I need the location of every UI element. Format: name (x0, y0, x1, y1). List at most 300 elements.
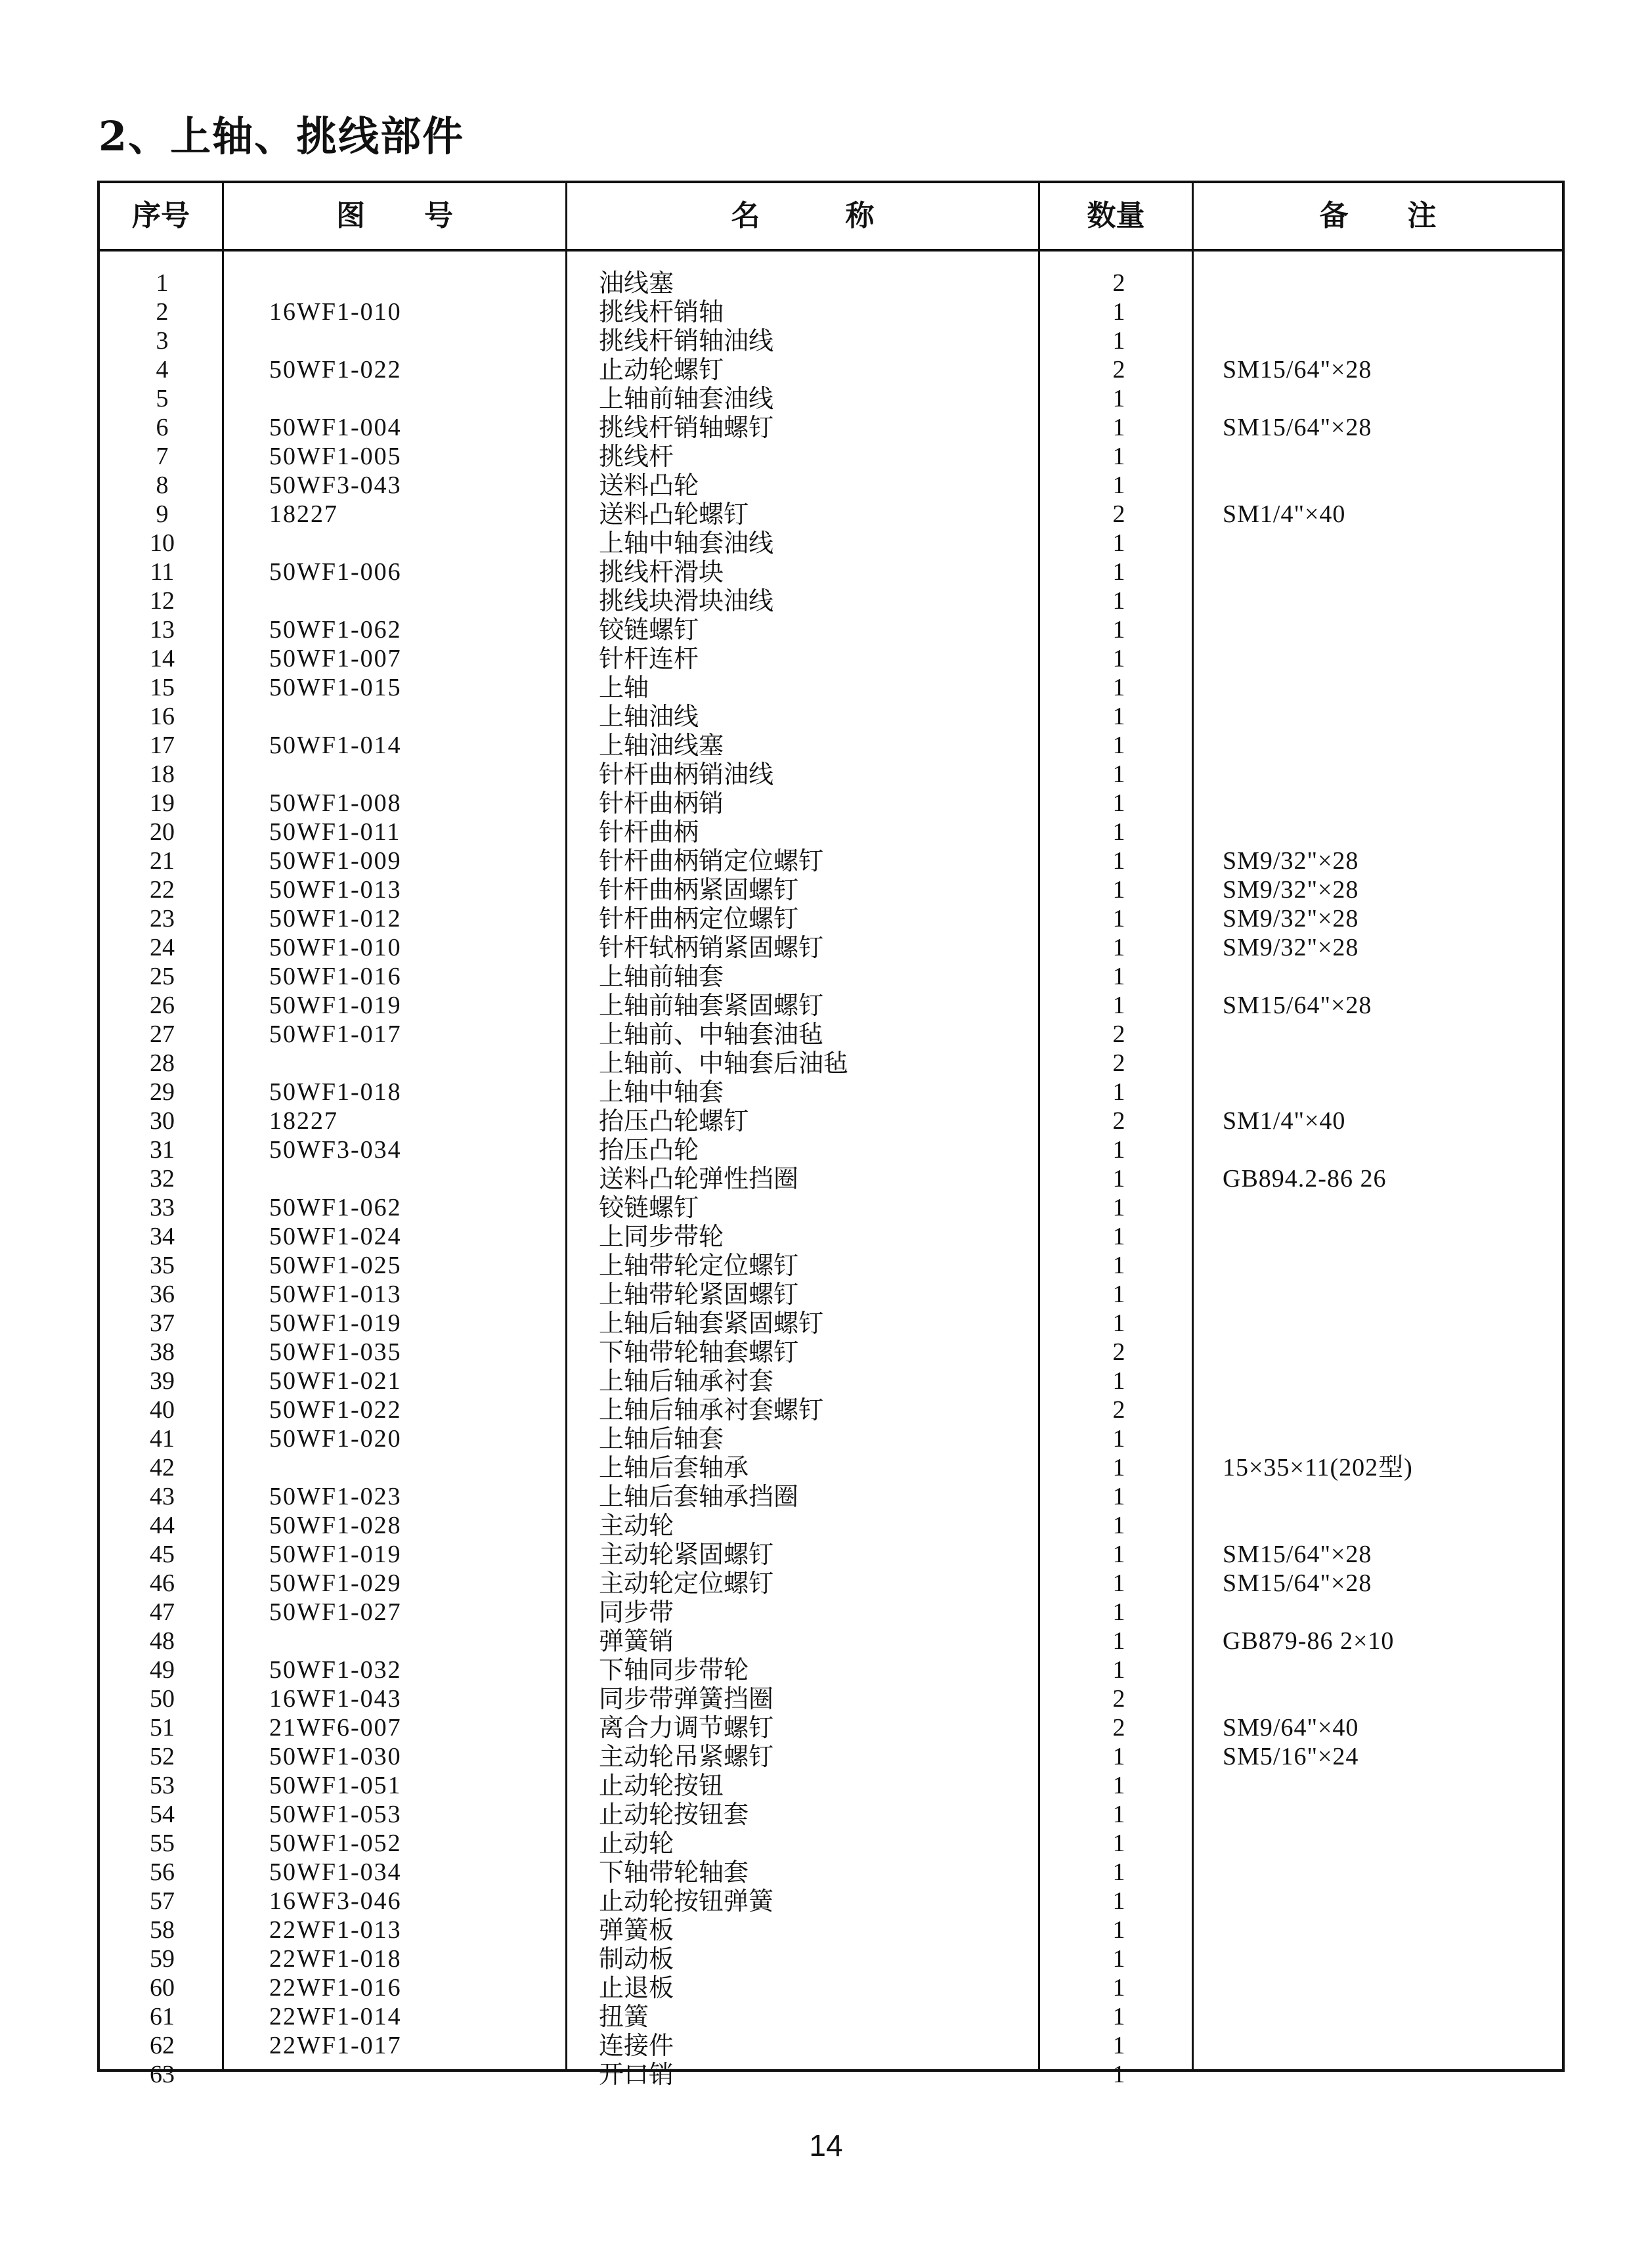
part-code: 22WF1-016 (269, 1974, 402, 2002)
part-name: 主动轮紧固螺钉 (599, 1540, 774, 1569)
part-name: 上轴中轴套油线 (599, 529, 774, 558)
quantity: 1 (1112, 1656, 1125, 1684)
table-row (100, 1107, 1562, 1135)
table-row (100, 962, 1562, 991)
part-code: 50WF1-023 (269, 1483, 402, 1510)
row-number: 33 (150, 1194, 175, 1221)
part-code: 50WF1-019 (269, 1541, 402, 1568)
table-row (100, 1338, 1562, 1367)
table-row (100, 615, 1562, 644)
row-number: 15 (150, 674, 175, 701)
row-number: 37 (150, 1309, 175, 1337)
remark: SM15/64"×28 (1223, 414, 1372, 441)
remark: SM15/64"×28 (1223, 1569, 1372, 1597)
table-row (100, 1569, 1562, 1598)
row-number: 16 (150, 703, 175, 730)
part-name: 上轴后套轴承 (599, 1453, 749, 1482)
part-code: 50WF1-018 (269, 1078, 402, 1106)
part-name: 抬压凸轮螺钉 (599, 1107, 749, 1135)
header-no: 序号 (132, 199, 190, 232)
row-number: 1 (156, 269, 169, 297)
part-code: 50WF1-007 (269, 645, 402, 672)
row-number: 27 (150, 1020, 175, 1048)
table-body (100, 269, 1562, 2089)
part-name: 上轴前、中轴套后油毡 (599, 1049, 849, 1078)
quantity: 1 (1112, 963, 1125, 990)
row-number: 29 (150, 1078, 175, 1106)
row-number: 35 (150, 1252, 175, 1279)
remark: SM1/4"×40 (1223, 1107, 1346, 1135)
part-code: 50WF1-062 (269, 1194, 402, 1221)
row-number: 7 (156, 443, 169, 470)
part-code: 50WF1-010 (269, 934, 402, 961)
part-name: 上轴油线塞 (599, 731, 724, 760)
quantity: 1 (1112, 818, 1125, 846)
part-name: 上轴后轴承衬套 (599, 1367, 774, 1395)
table-row (100, 1944, 1562, 1973)
row-number: 17 (150, 732, 175, 759)
table-row (100, 1164, 1562, 1193)
part-code: 50WF1-028 (269, 1512, 402, 1539)
part-code: 22WF1-018 (269, 1945, 402, 1973)
part-name: 止动轮 (599, 1829, 674, 1858)
remark: SM5/16"×24 (1223, 1743, 1359, 1770)
part-name: 抬压凸轮 (599, 1135, 699, 1164)
part-name: 连接件 (599, 2031, 674, 2060)
table-row (100, 1049, 1562, 1078)
part-code: 50WF1-019 (269, 1309, 402, 1337)
page-title: 2、上轴、挑线部件 (98, 112, 465, 160)
row-number: 50 (150, 1685, 175, 1713)
row-number: 56 (150, 1858, 175, 1886)
part-code: 22WF1-014 (269, 2003, 402, 2030)
part-code: 16WF1-010 (269, 298, 402, 326)
quantity: 1 (1112, 1425, 1125, 1453)
table-row (100, 2060, 1562, 2089)
remark: 15×35×11(202型) (1223, 1454, 1413, 1481)
part-name: 针杆曲柄定位螺钉 (599, 904, 799, 933)
part-name: 止动轮螺钉 (599, 355, 724, 384)
row-number: 8 (156, 471, 169, 499)
quantity: 1 (1112, 674, 1125, 701)
row-number: 55 (150, 1830, 175, 1857)
quantity: 1 (1112, 298, 1125, 326)
remark: SM9/32"×28 (1223, 876, 1359, 904)
row-number: 14 (150, 645, 175, 672)
table-row (100, 1193, 1562, 1222)
table-row (100, 1395, 1562, 1424)
part-name: 主动轮吊紧螺钉 (599, 1742, 774, 1771)
part-name: 离合力调节螺钉 (599, 1713, 774, 1742)
part-code: 22WF1-017 (269, 2032, 402, 2059)
part-code: 50WF1-015 (269, 674, 402, 701)
part-code: 18227 (269, 1107, 338, 1135)
part-code: 50WF1-029 (269, 1569, 402, 1597)
table-row (100, 2031, 1562, 2060)
part-code: 50WF1-032 (269, 1656, 402, 1684)
quantity: 1 (1112, 1136, 1125, 1164)
quantity: 1 (1112, 2061, 1125, 2088)
row-number: 13 (150, 616, 175, 644)
part-name: 铰链螺钉 (599, 1193, 699, 1222)
part-name: 上轴后套轴承挡圈 (599, 1482, 799, 1511)
table-row (100, 355, 1562, 384)
part-name: 挑线杆滑块 (599, 558, 724, 586)
quantity: 2 (1112, 1714, 1125, 1742)
part-name: 针杆轼柄销紧固螺钉 (599, 933, 824, 962)
row-number: 11 (150, 558, 175, 586)
table-row (100, 1598, 1562, 1627)
table-row (100, 818, 1562, 846)
remark: SM9/64"×40 (1223, 1714, 1359, 1742)
table-row (100, 702, 1562, 731)
part-name: 上轴 (599, 673, 649, 702)
table-row (100, 269, 1562, 297)
row-number: 9 (156, 500, 169, 528)
part-name: 针杆曲柄紧固螺钉 (599, 875, 799, 904)
table-row (100, 1482, 1562, 1511)
row-number: 19 (150, 789, 175, 817)
remark: GB894.2-86 26 (1223, 1165, 1387, 1193)
table-row (100, 384, 1562, 413)
part-name: 扭簧 (599, 2002, 649, 2031)
part-code: 50WF3-034 (269, 1136, 402, 1164)
remark: GB879-86 2×10 (1223, 1627, 1395, 1655)
part-name: 上轴后轴套紧固螺钉 (599, 1309, 824, 1338)
part-name: 挑线块滑块油线 (599, 586, 774, 615)
table-row (100, 1020, 1562, 1049)
part-name: 铰链螺钉 (599, 615, 699, 644)
table-row (100, 529, 1562, 558)
quantity: 1 (1112, 1281, 1125, 1308)
part-code: 50WF1-022 (269, 1396, 402, 1424)
row-number: 22 (150, 876, 175, 904)
part-code: 21WF6-007 (269, 1714, 402, 1742)
quantity: 1 (1112, 645, 1125, 672)
table-row (100, 1887, 1562, 1916)
quantity: 2 (1112, 269, 1125, 297)
row-number: 32 (150, 1165, 175, 1193)
quantity: 1 (1112, 385, 1125, 412)
part-code: 50WF1-034 (269, 1858, 402, 1886)
row-number: 61 (150, 2003, 175, 2030)
header-qty: 数量 (1087, 199, 1145, 232)
quantity: 1 (1112, 1078, 1125, 1106)
table-row (100, 846, 1562, 875)
row-number: 18 (150, 760, 175, 788)
part-code: 50WF1-009 (269, 847, 402, 875)
table-row (100, 1540, 1562, 1569)
row-number: 6 (156, 414, 169, 441)
part-name: 弹簧销 (599, 1627, 674, 1655)
part-code: 50WF1-025 (269, 1252, 402, 1279)
quantity: 1 (1112, 1165, 1125, 1193)
table-row (100, 586, 1562, 615)
row-number: 44 (150, 1512, 175, 1539)
table-header-row (100, 183, 1562, 252)
table-row (100, 1771, 1562, 1800)
part-code: 50WF1-004 (269, 414, 402, 441)
header-note: 备 注 (1319, 199, 1437, 232)
part-code: 50WF1-012 (269, 905, 402, 932)
table-row (100, 1309, 1562, 1338)
part-name: 下轴同步带轮 (599, 1655, 749, 1684)
quantity: 1 (1112, 529, 1125, 557)
part-code: 50WF1-062 (269, 616, 402, 644)
part-code: 50WF1-008 (269, 789, 402, 817)
row-number: 43 (150, 1483, 175, 1510)
row-number: 45 (150, 1541, 175, 1568)
part-name: 送料凸轮螺钉 (599, 500, 749, 529)
part-name: 弹簧板 (599, 1916, 674, 1944)
part-name: 下轴带轮轴套 (599, 1858, 749, 1887)
table-row (100, 731, 1562, 760)
table-row (100, 1973, 1562, 2002)
table-row (100, 760, 1562, 789)
remark: SM15/64"×28 (1223, 1541, 1372, 1568)
row-number: 28 (150, 1049, 175, 1077)
table-row (100, 1280, 1562, 1309)
quantity: 1 (1112, 414, 1125, 441)
part-name: 上轴后轴承衬套螺钉 (599, 1395, 824, 1424)
part-name: 针杆曲柄 (599, 818, 699, 846)
quantity: 1 (1112, 1454, 1125, 1481)
row-number: 49 (150, 1656, 175, 1684)
part-code: 50WF1-027 (269, 1598, 402, 1626)
row-number: 60 (150, 1974, 175, 2002)
table-row (100, 1742, 1562, 1771)
part-code: 22WF1-013 (269, 1916, 402, 1944)
table-row (100, 1858, 1562, 1887)
table-row (100, 413, 1562, 442)
quantity: 1 (1112, 876, 1125, 904)
table-row (100, 1511, 1562, 1540)
part-code: 50WF1-017 (269, 1020, 402, 1048)
table-row (100, 789, 1562, 818)
quantity: 2 (1112, 1020, 1125, 1048)
quantity: 1 (1112, 471, 1125, 499)
quantity: 2 (1112, 1049, 1125, 1077)
quantity: 1 (1112, 587, 1125, 615)
part-code: 50WF1-019 (269, 992, 402, 1019)
row-number: 40 (150, 1396, 175, 1424)
table-row (100, 326, 1562, 355)
part-code: 18227 (269, 500, 338, 528)
quantity: 1 (1112, 1772, 1125, 1799)
part-name: 送料凸轮 (599, 471, 699, 500)
part-name: 上轴前轴套紧固螺钉 (599, 991, 824, 1020)
quantity: 1 (1112, 1945, 1125, 1973)
quantity: 1 (1112, 1916, 1125, 1944)
row-number: 23 (150, 905, 175, 932)
quantity: 1 (1112, 1887, 1125, 1915)
quantity: 1 (1112, 1252, 1125, 1279)
table-row (100, 1627, 1562, 1655)
part-code: 50WF1-020 (269, 1425, 402, 1453)
page-number: 14 (809, 2128, 843, 2162)
quantity: 1 (1112, 1858, 1125, 1886)
table-row (100, 297, 1562, 326)
quantity: 1 (1112, 1830, 1125, 1857)
header-name: 名 称 (731, 199, 875, 232)
quantity: 2 (1112, 1107, 1125, 1135)
quantity: 1 (1112, 1743, 1125, 1770)
row-number: 52 (150, 1743, 175, 1770)
quantity: 1 (1112, 1194, 1125, 1221)
quantity: 2 (1112, 1685, 1125, 1713)
part-code: 50WF1-024 (269, 1223, 402, 1250)
header-code: 图 号 (336, 199, 453, 232)
part-code: 50WF1-053 (269, 1801, 402, 1828)
row-number: 51 (150, 1714, 175, 1742)
row-number: 12 (150, 587, 175, 615)
quantity: 1 (1112, 1223, 1125, 1250)
part-code: 16WF1-043 (269, 1685, 402, 1713)
part-name: 主动轮定位螺钉 (599, 1569, 774, 1598)
quantity: 1 (1112, 327, 1125, 355)
part-name: 上轴中轴套 (599, 1078, 724, 1107)
row-number: 26 (150, 992, 175, 1019)
row-number: 21 (150, 847, 175, 875)
part-name: 止动轮按钮弹簧 (599, 1887, 774, 1916)
part-name: 挑线杆销轴油线 (599, 326, 774, 355)
table-row (100, 644, 1562, 673)
row-number: 47 (150, 1598, 175, 1626)
quantity: 1 (1112, 703, 1125, 730)
remark: SM9/32"×28 (1223, 847, 1359, 875)
table-row (100, 1453, 1562, 1482)
part-name: 挑线杆 (599, 442, 674, 471)
row-number: 63 (150, 2061, 175, 2088)
remark: SM15/64"×28 (1223, 356, 1372, 383)
row-number: 54 (150, 1801, 175, 1828)
quantity: 1 (1112, 443, 1125, 470)
part-name: 送料凸轮弹性挡圈 (599, 1164, 799, 1193)
part-name: 上轴带轮紧固螺钉 (599, 1280, 799, 1309)
row-number: 42 (150, 1454, 175, 1481)
quantity: 1 (1112, 1512, 1125, 1539)
table-row (100, 1251, 1562, 1280)
part-name: 止动轮按钮 (599, 1771, 724, 1800)
quantity: 1 (1112, 1627, 1125, 1655)
remark: SM15/64"×28 (1223, 992, 1372, 1019)
table-row (100, 875, 1562, 904)
row-number: 48 (150, 1627, 175, 1655)
table-row (100, 1800, 1562, 1829)
part-name: 上轴前轴套 (599, 962, 724, 991)
quantity: 1 (1112, 616, 1125, 644)
part-code: 50WF3-043 (269, 471, 402, 499)
quantity: 1 (1112, 558, 1125, 586)
table-row (100, 1222, 1562, 1251)
part-code: 50WF1-051 (269, 1772, 402, 1799)
part-name: 主动轮 (599, 1511, 674, 1540)
parts-table (97, 181, 1565, 2089)
table-row (100, 1078, 1562, 1107)
row-number: 20 (150, 818, 175, 846)
part-name: 针杆连杆 (599, 644, 699, 673)
row-number: 36 (150, 1281, 175, 1308)
part-name: 同步带 (599, 1598, 674, 1627)
part-code: 50WF1-014 (269, 732, 402, 759)
part-code: 50WF1-013 (269, 1281, 402, 1308)
quantity: 1 (1112, 1367, 1125, 1395)
part-name: 油线塞 (599, 269, 674, 297)
row-number: 41 (150, 1425, 175, 1453)
part-name: 针杆曲柄销油线 (599, 760, 774, 789)
row-number: 24 (150, 934, 175, 961)
quantity: 1 (1112, 789, 1125, 817)
table-row (100, 1713, 1562, 1742)
part-code: 50WF1-030 (269, 1743, 402, 1770)
part-name: 针杆曲柄销定位螺钉 (599, 846, 824, 875)
part-name: 开口销 (599, 2060, 674, 2089)
remark: SM9/32"×28 (1223, 905, 1359, 932)
part-name: 止退板 (599, 1973, 674, 2002)
row-number: 58 (150, 1916, 175, 1944)
table-row (100, 1367, 1562, 1395)
row-number: 57 (150, 1887, 175, 1915)
row-number: 31 (150, 1136, 175, 1164)
row-number: 10 (150, 529, 175, 557)
row-number: 39 (150, 1367, 175, 1395)
part-code: 16WF3-046 (269, 1887, 402, 1915)
part-code: 50WF1-006 (269, 558, 402, 586)
table-row (100, 1424, 1562, 1453)
part-name: 针杆曲柄销 (599, 789, 724, 818)
part-name: 上轴后轴套 (599, 1424, 724, 1453)
table-row (100, 904, 1562, 933)
part-code: 50WF1-016 (269, 963, 402, 990)
quantity: 1 (1112, 905, 1125, 932)
quantity: 1 (1112, 2032, 1125, 2059)
row-number: 34 (150, 1223, 175, 1250)
part-name: 上轴前、中轴套油毡 (599, 1020, 824, 1049)
table-row (100, 673, 1562, 702)
row-number: 25 (150, 963, 175, 990)
table-row (100, 1655, 1562, 1684)
part-name: 制动板 (599, 1944, 674, 1973)
quantity: 2 (1112, 1396, 1125, 1424)
quantity: 1 (1112, 2003, 1125, 2030)
part-code: 50WF1-022 (269, 356, 402, 383)
quantity: 1 (1112, 1598, 1125, 1626)
part-code: 50WF1-011 (269, 818, 401, 846)
quantity: 1 (1112, 992, 1125, 1019)
part-name: 上同步带轮 (599, 1222, 724, 1251)
table-row (100, 933, 1562, 962)
table-row (100, 1684, 1562, 1713)
remark: SM9/32"×28 (1223, 934, 1359, 961)
quantity: 1 (1112, 732, 1125, 759)
table-row (100, 471, 1562, 500)
table-row (100, 2002, 1562, 2031)
table-row (100, 1916, 1562, 1944)
row-number: 3 (156, 327, 169, 355)
quantity: 1 (1112, 1569, 1125, 1597)
part-code: 50WF1-052 (269, 1830, 402, 1857)
row-number: 2 (156, 298, 169, 326)
part-code: 50WF1-005 (269, 443, 402, 470)
row-number: 46 (150, 1569, 175, 1597)
quantity: 2 (1112, 1338, 1125, 1366)
quantity: 2 (1112, 356, 1125, 383)
part-name: 下轴带轮轴套螺钉 (599, 1338, 799, 1367)
part-name: 上轴前轴套油线 (599, 384, 774, 413)
part-name: 上轴油线 (599, 702, 699, 731)
part-name: 止动轮按钮套 (599, 1800, 749, 1829)
row-number: 38 (150, 1338, 175, 1366)
